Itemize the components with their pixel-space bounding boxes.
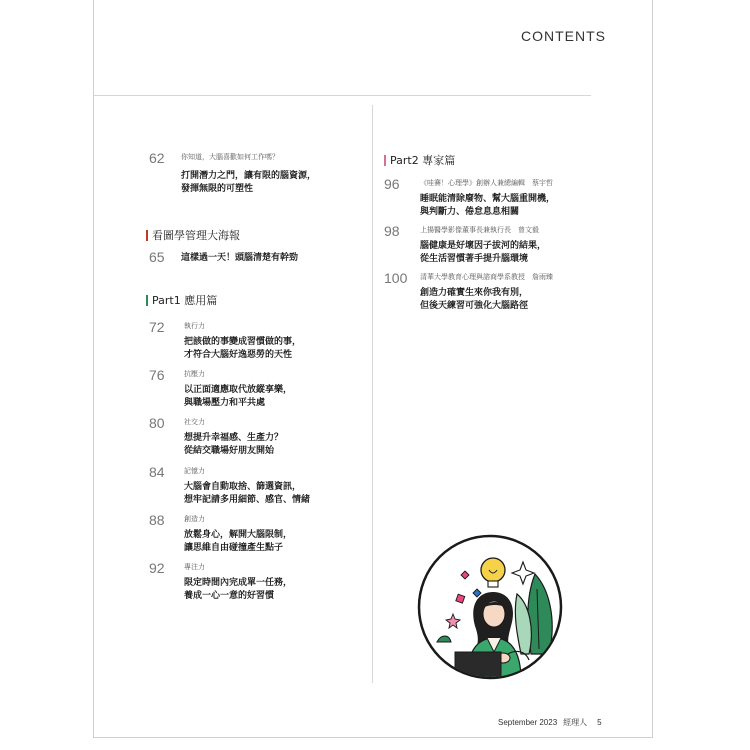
page-number: 72 xyxy=(149,319,165,335)
entry-title-line-1: 以正面適應取代放縱享樂， xyxy=(184,385,293,395)
entry-category: 創造力 xyxy=(184,515,205,523)
page-number: 92 xyxy=(149,560,165,576)
issue-date: September 2023 xyxy=(498,718,558,727)
page-number: 96 xyxy=(384,176,400,192)
toc-entry-96[interactable] xyxy=(384,176,614,222)
entry-author: 清華大學教育心理與諮商學系教授 詹雨臻 xyxy=(420,273,553,281)
section-header-poster xyxy=(146,227,240,243)
entry-author: 上揚醫學影像董事長兼執行長 曾文毅 xyxy=(420,226,539,234)
entry-title-line-1: 創造力確實生來你我有別， xyxy=(420,288,529,298)
entry-title-line-1: 限定時間內完成單一任務， xyxy=(184,578,293,588)
magazine-page xyxy=(93,0,653,738)
section-header-part2 xyxy=(384,152,455,168)
entry-title-line-1: 放鬆身心，解開大腦限制， xyxy=(184,530,293,540)
entry-category: 抗壓力 xyxy=(184,370,205,378)
entry-title-line-2: 讓思維自由碰撞產生點子 xyxy=(184,543,284,553)
toc-entry-92[interactable] xyxy=(149,560,349,606)
entry-title-line-2: 與職場壓力和平共處 xyxy=(184,398,266,408)
entry-author: 《哇賽！心理學》創辦人兼總編輯 蔡宇哲 xyxy=(420,179,553,187)
entry-subtitle: 你知道，大腦喜歡如何工作嗎？ xyxy=(181,153,279,161)
section-title: 看圖學管理大海報 xyxy=(152,229,240,242)
entry-title-line-1: 打開潛力之門，讓有限的腦資源， xyxy=(181,171,317,181)
entry-title-line-1: 大腦會自動取捨、篩選資訊， xyxy=(184,482,302,492)
entry-title-line-1: 腦健康是好壞因子拔河的結果， xyxy=(420,241,547,251)
entry-title-line-2: 養成一心一意的好習慣 xyxy=(184,591,275,601)
magazine-name: 經理人 xyxy=(563,718,588,727)
folio-page-number: 5 xyxy=(597,718,602,727)
entry-title-line-2: 從結交職場好朋友開始 xyxy=(184,446,275,456)
toc-entry-88[interactable] xyxy=(149,512,349,558)
toc-entry-80[interactable] xyxy=(149,415,349,461)
toc-entry-98[interactable] xyxy=(384,223,614,269)
section-accent-bar xyxy=(146,230,148,241)
page-number: 80 xyxy=(149,415,165,431)
entry-title-line-2: 發揮無限的可塑性 xyxy=(181,184,254,194)
entry-category: 專注力 xyxy=(184,563,205,571)
entry-category: 記憶力 xyxy=(184,467,205,475)
entry-category: 社交力 xyxy=(184,418,205,426)
toc-entry-62[interactable] xyxy=(149,150,349,210)
toc-entry-100[interactable] xyxy=(384,270,624,316)
section-header-part1 xyxy=(146,292,217,308)
entry-title-line-1: 想提升幸福感、生產力？ xyxy=(184,433,284,443)
entry-category: 執行力 xyxy=(184,322,205,330)
woman-with-lightbulb-illustration xyxy=(417,534,563,680)
section-title: Part2 專家篇 xyxy=(390,154,456,167)
entry-title-line-1: 把該做的事變成習慣做的事， xyxy=(184,337,302,347)
page-footer xyxy=(498,717,602,728)
entry-title-line-2: 才符合大腦好逸惡勞的天性 xyxy=(184,350,293,360)
toc-entry-84[interactable] xyxy=(149,464,349,510)
page-number: 84 xyxy=(149,464,165,480)
page-number: 65 xyxy=(149,249,165,265)
page-number: 98 xyxy=(384,223,400,239)
toc-entry-76[interactable] xyxy=(149,367,349,413)
section-accent-bar xyxy=(146,295,148,306)
header-divider xyxy=(94,95,591,96)
page-number: 76 xyxy=(149,367,165,383)
page-number: 62 xyxy=(149,150,165,166)
section-title: Part1 應用篇 xyxy=(152,294,218,307)
entry-title-line-1: 這樣過一天！頭腦清楚有幹勁 xyxy=(181,253,299,263)
entry-title-line-2: 從生活習慣著手提升腦環境 xyxy=(420,254,529,264)
toc-entry-72[interactable] xyxy=(149,319,349,365)
page-number: 88 xyxy=(149,512,165,528)
column-divider xyxy=(372,105,373,683)
contents-title: CONTENTS xyxy=(521,28,606,44)
page-number: 100 xyxy=(384,270,408,286)
entry-title-line-2: 但後天練習可強化大腦路徑 xyxy=(420,301,529,311)
section-accent-bar xyxy=(384,155,386,166)
entry-title-line-2: 與判斷力、倦怠息息相關 xyxy=(420,207,520,217)
entry-title-line-2: 想牢記請多用細節、感官、情緒 xyxy=(184,495,311,505)
entry-title-line-1: 睡眠能清除廢物、幫大腦重開機， xyxy=(420,194,556,204)
toc-entry-65[interactable] xyxy=(149,249,349,269)
